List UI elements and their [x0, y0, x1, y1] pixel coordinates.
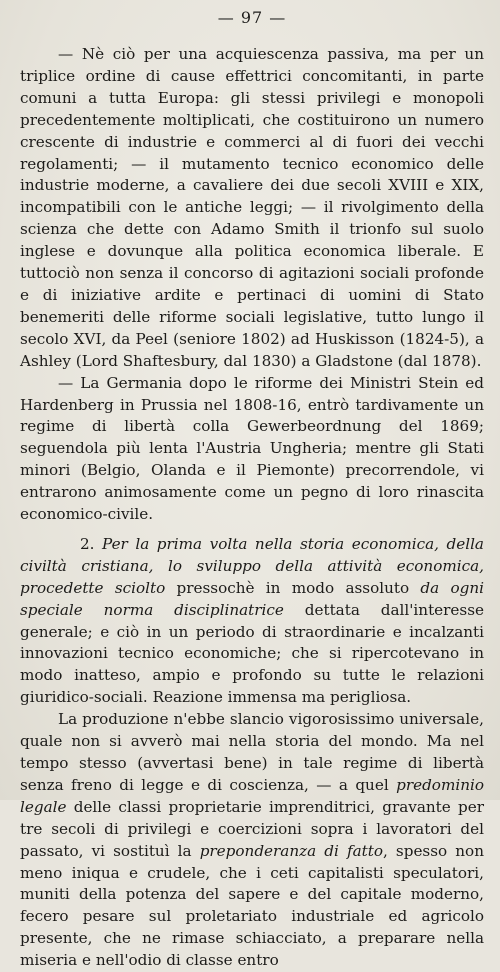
paragraph-text: delle classi proprietarie imprenditrici, gravante per tre secoli di privilegi e coercizioni sopra i lavoratori del passato, vi sostituì la	[20, 797, 484, 860]
section-number: 2.	[80, 534, 103, 553]
paragraph-causes	[20, 44, 484, 373]
paragraph-text: — La Germania dopo le riforme dei Ministri Stein ed Hardenberg in Prussia nel 1808-16, entrò tardivamente un regime di libertà colla Gewerbeordnung del 1869; seguendola più lenta l'Austria Ungheria; mentre gli Stati minori (Belgio, Olanda e il Piemonte) precorrendole, vi entrarono animosamente come un pegno di loro rinascita economico-civile.	[20, 373, 484, 524]
italic-phrase: Per la prima volta nella storia economica, della civiltà cristiana, lo sviluppo della attività economica, procedette sciolto	[20, 534, 484, 597]
paragraph-text: La produzione n'ebbe slancio vigorosissimo universale, quale non si avverò mai nella storia del mondo. Ma nel tempo stesso (avvertasi bene) in tale regime di libertà senza freno di legge e di coscienza, — a quel	[20, 710, 484, 794]
italic-phrase: da ogni speciale norma disciplinatrice	[20, 578, 484, 619]
paragraph-text: — Nè ciò per una acquiescenza passiva, ma per un triplice ordine di cause effettrici concomitanti, in parte comuni a tutta Europa: gli stessi privilegi e monopoli precedentemente moltiplicati, che costituirono un numero crescente di industrie e commerci al di fuori dei vecchi regolamenti; — il mutamento tecnico economico delle industrie moderne, a cavaliere dei due secoli XVIII e XIX, incompatibili con le antiche leggi; — il rivolgimento della scienza che dette con Adamo Smith il trionfo sul suolo inglese e dovunque alla politica economica liberale. E tuttociò non senza il concorso di agitazioni sociali profonde e di iniziative ardite e pertinaci di uomini di Stato benemeriti delle riforme sociali legislative, tutto lungo il secolo XVI, da Peel (seniore 1802) ad Huskisson (1824-5), a Ashley (Lord Shaftesbury, dal 1830) a Gladstone (dal 1878).	[20, 45, 484, 370]
italic-phrase: predominio legale	[20, 775, 484, 816]
paragraph-germany	[20, 373, 484, 526]
page-number: — 97 —	[217, 8, 287, 27]
paragraph-production	[20, 709, 484, 972]
paragraph-text: , spesso non meno iniqua e crudele, che i ceti capitalisti speculatori, muniti della potenza del sapere e del capitale moderno, fecero pesare sul proletariato industriale ed agricolo presente, che ne rimase schiacciato, a preparare nella miseria e nell'odio di classe entro	[20, 841, 484, 970]
paragraph-text: dettata dall'interesse generale; e ciò in un periodo di straordinarie e incalzanti innovazioni tecnico economiche; che si ripercotevano in modo inatteso, ampio e profondo su tutte le relazioni giuridico-sociali. Reazione immensa ma perigliosa.	[20, 600, 484, 707]
italic-phrase: preponderanza di fatto	[199, 841, 383, 860]
paragraph-text: pressochè in modo assoluto	[165, 578, 421, 597]
paragraph-section-2	[20, 534, 484, 709]
